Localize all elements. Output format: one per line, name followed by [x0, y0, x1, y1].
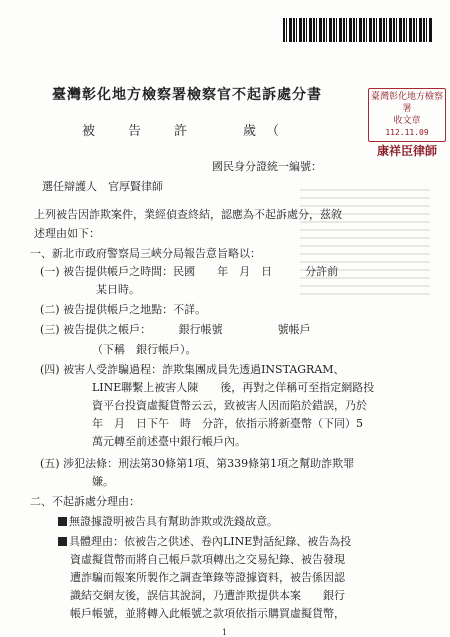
checkbox-filled-icon — [58, 537, 67, 546]
checkbox-filled-icon — [58, 517, 67, 526]
intro-line-2: 述理由如下： — [34, 227, 100, 240]
s2-item2-d: 識結交網友後，誤信其說詞，乃遭詐欺提供本案 銀行 — [70, 589, 345, 602]
s2-item1-text: 無證據證明被告具有幫助詐欺或洗錢故意。 — [69, 515, 278, 528]
counsel-line: 選任辯護人 官厚賢律師 — [42, 180, 163, 193]
s1-item4-e: 萬元轉至前述臺中銀行帳戶內。 — [92, 435, 246, 448]
s1-item1-a: (一) 被告提供帳戶之時間：民國 年 月 日 分許前 — [40, 265, 339, 278]
s1-item4-c: 資平台投資虛擬貨幣云云，致被害人因而陷於錯誤，乃於 — [92, 399, 367, 412]
s2-item2-c: 遭詐騙而報案所製作之調查筆錄等證據資料，被告係因認 — [70, 571, 345, 584]
s2-item2-b: 資虛擬貨幣而將自己帳戶款項轉出之交易紀錄、被告發現 — [70, 553, 345, 566]
stamp-date: 112.11.09 — [385, 128, 429, 137]
page-number: 1 — [222, 628, 228, 637]
section-1-heading: 一、新北市政府警察局三峽分局報告意旨略以： — [30, 247, 261, 260]
s1-item2: (二) 被告提供帳戶之地點：不詳。 — [40, 303, 207, 316]
s1-item4-b: LINE聯繫上被害人陳 後，再對之佯稱可至指定網路投 — [92, 381, 375, 394]
id-number-label: 國民身分證統一編號： — [212, 160, 322, 173]
s1-item4-d: 年 月 日下午 時 分許，依指示將新臺幣（下同）5 — [92, 417, 363, 430]
received-stamp — [368, 88, 446, 158]
s1-item4-a: (四) 被害人受詐騙過程：詐欺集團成員先透過INSTAGRAM、 — [40, 363, 345, 376]
barcode — [283, 18, 433, 42]
stamp-signature: 康祥臣律師 — [376, 144, 437, 158]
s1-item3-b: （下稱 銀行帳戶）。 — [92, 343, 197, 356]
s1-item5-b: 嫌。 — [92, 475, 114, 488]
s2-item2-e: 帳戶帳號，並將轉入此帳號之款項依指示購買虛擬貨幣， — [70, 607, 345, 620]
stamp-line2: 收文章 — [393, 116, 421, 126]
s1-item1-b: 某日時。 — [96, 283, 140, 296]
document-title: 臺灣彰化地方檢察署檢察官不起訴處分書 — [52, 87, 322, 103]
stamp-line1: 臺灣彰化地方檢察署 — [370, 92, 443, 114]
s2-item2-text: 具體理由：依被告之供述、卷內LINE對話紀錄、被告為投 — [69, 535, 352, 548]
s2-item2-a — [58, 534, 351, 550]
intro-line-1: 上列被告因詐欺案件，業經偵查終結，認應為不起訴處分，茲敘 — [34, 208, 342, 221]
s1-item5-a: (五) 涉犯法條：刑法第30條第1項、第339條第1項之幫助詐欺罪 — [40, 457, 355, 470]
section-2-heading: 二、不起訴處分理由： — [30, 495, 140, 508]
s2-item1 — [58, 514, 278, 530]
s1-item3-a: (三) 被告提供之帳戶： 銀行帳號 號帳戶 — [40, 323, 311, 336]
defendant-line: 被 告 許 歲（ — [82, 124, 290, 139]
